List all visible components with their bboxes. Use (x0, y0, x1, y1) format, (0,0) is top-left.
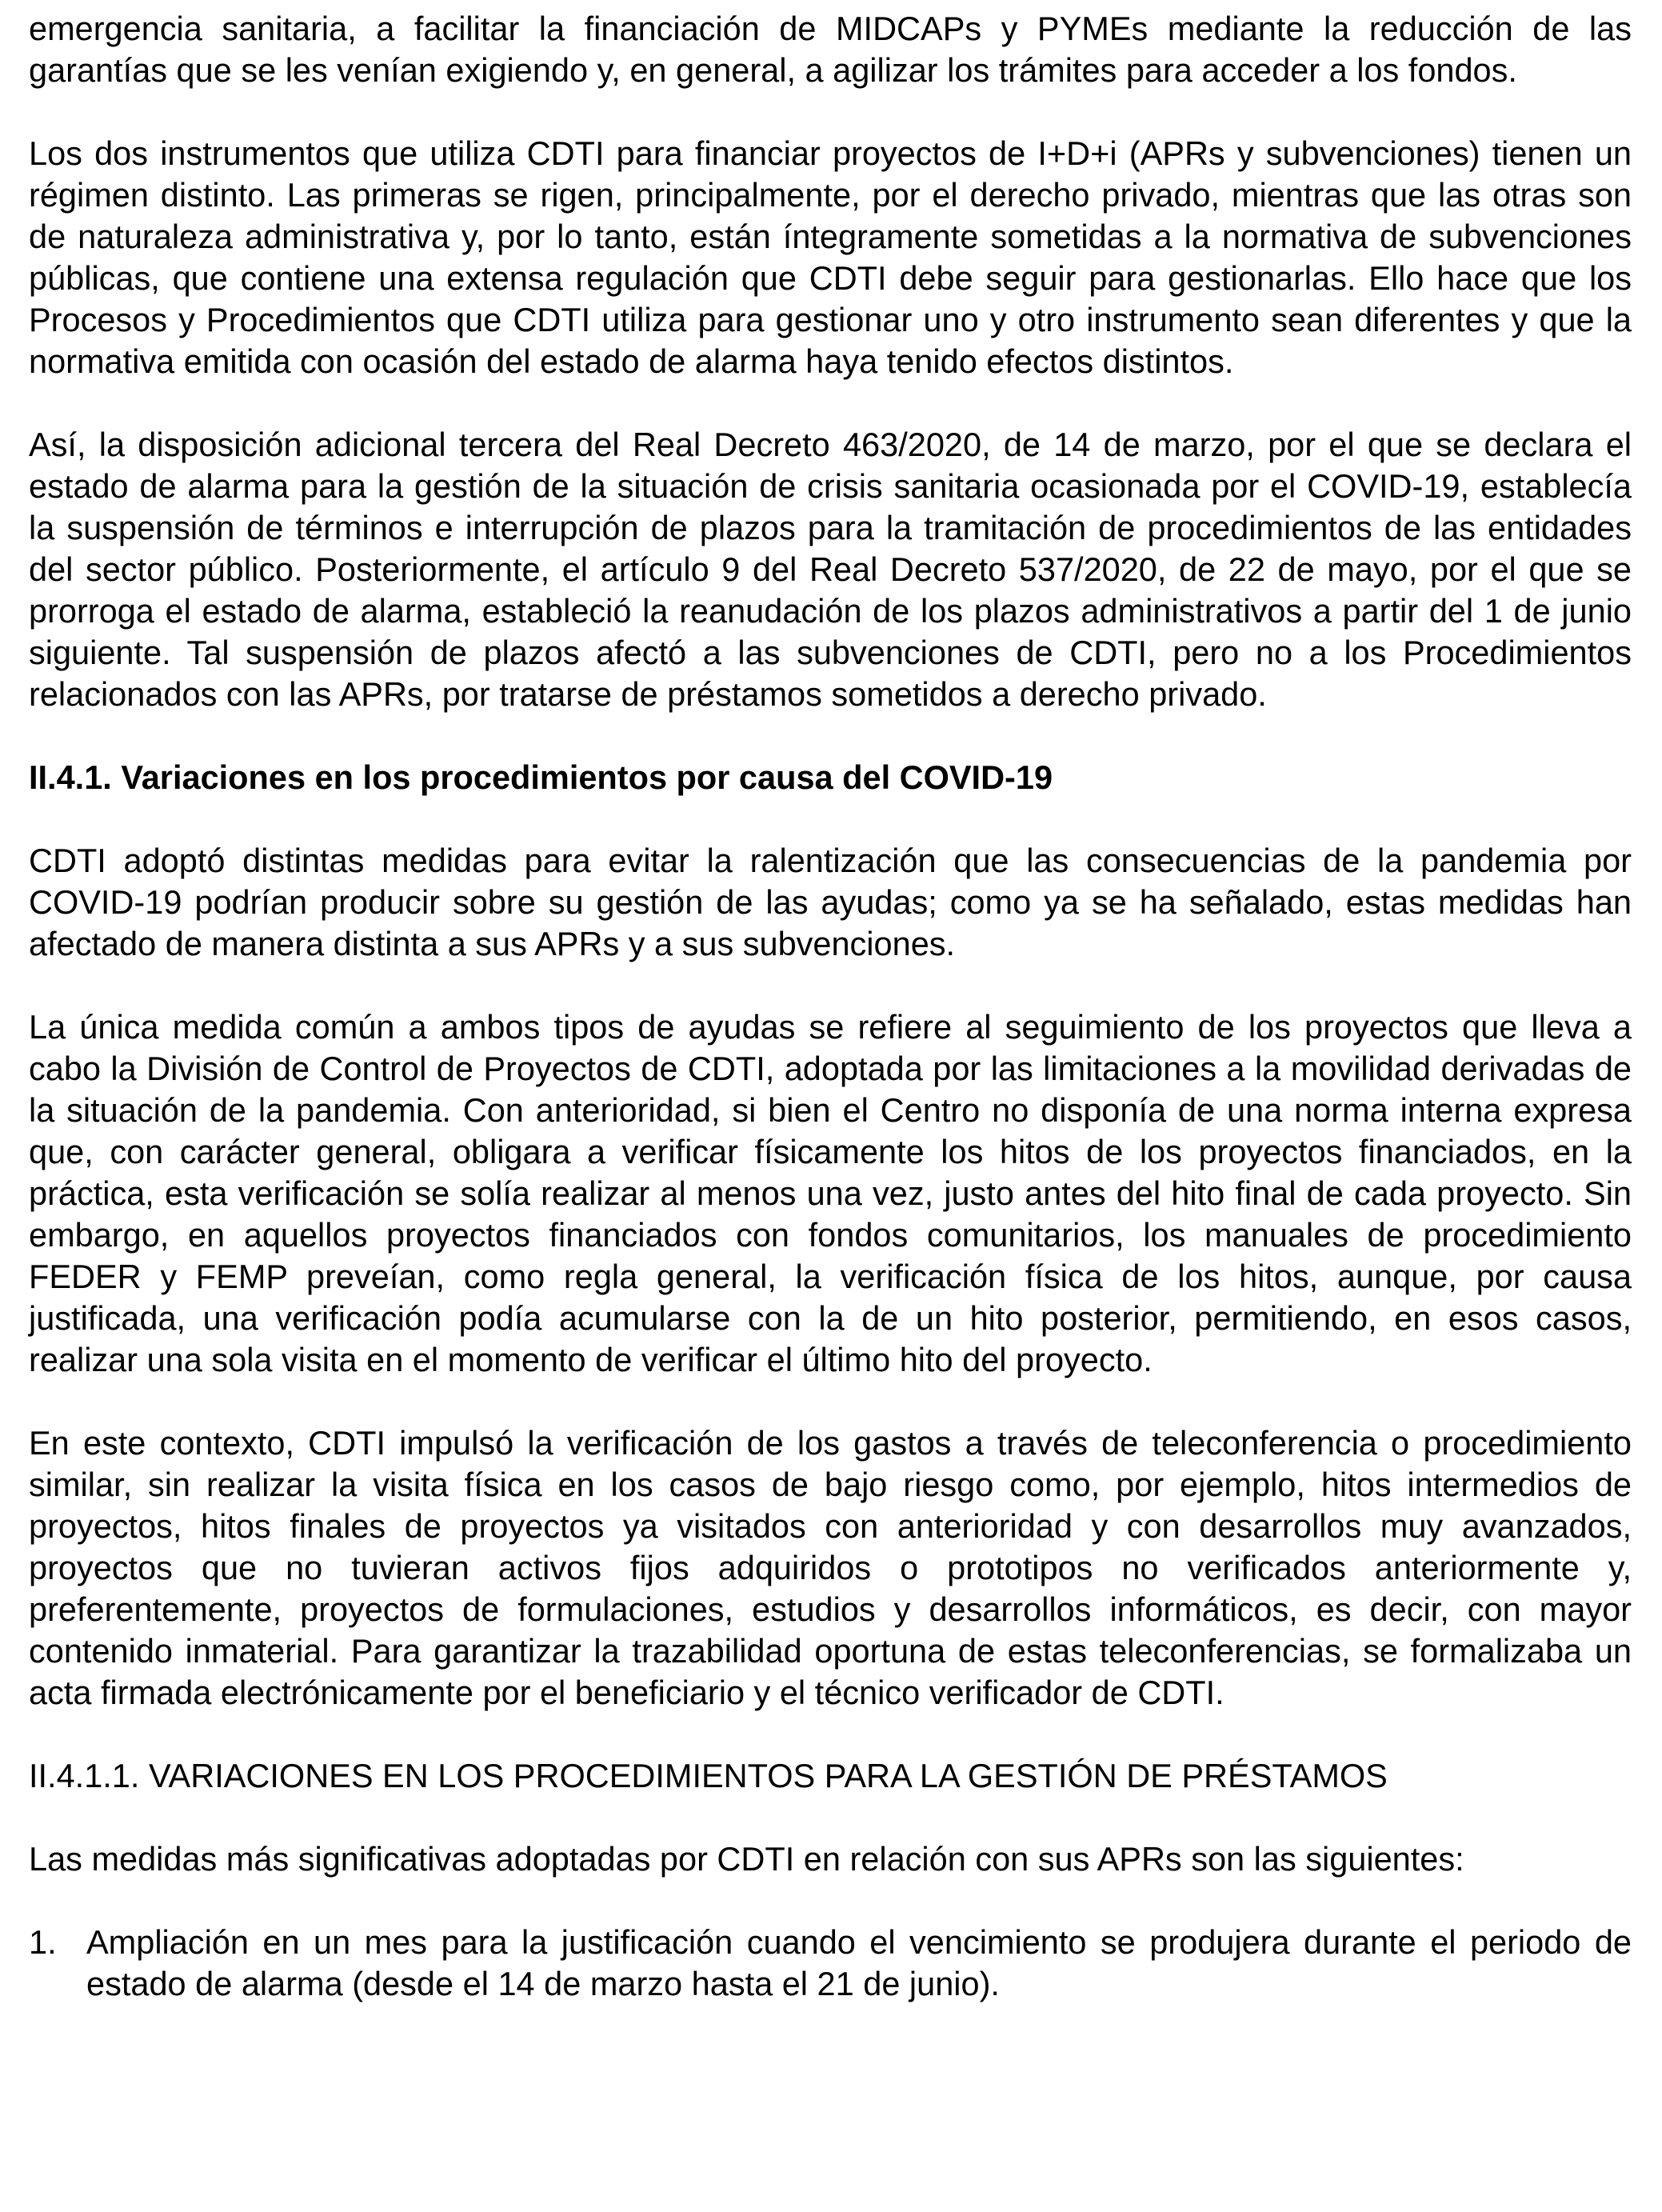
subsection-heading-prestamos: II.4.1.1. VARIACIONES EN LOS PROCEDIMIENTOS PARA LA GESTIÓN DE PRÉSTAMOS (29, 1757, 1388, 1794)
measures-list (29, 1922, 1632, 2005)
section-heading-variaciones: II.4.1. Variaciones en los procedimientos por causa del COVID-19 (29, 758, 1053, 796)
paragraph-financing-intro: emergencia sanitaria, a facilitar la financiación de MIDCAPs y PYMEs mediante la reducción de las garantías que se les venían exigiendo y, en general, a agilizar los trámites para acceder a los fondos. (29, 10, 1632, 89)
paragraph-medidas: CDTI adoptó distintas medidas para evitar la ralentización que las consecuencias de la pandemia por COVID-19 podrían producir sobre su gestión de las ayudas; como ya se ha señalado, estas medidas han afectado de manera distinta a sus APRs y a sus subvenciones. (29, 842, 1632, 962)
document-page (29, 8, 1632, 2005)
list-item (29, 1922, 1632, 2005)
paragraph-medida-comun: La única medida común a ambos tipos de ayudas se refiere al seguimiento de los proyectos que lleva a cabo la División de Control de Proyectos de CDTI, adoptada por las limitaciones a la movilidad derivadas de la situación de la pandemia. Con anterioridad, si bien el Centro no disponía de una norma interna expresa que, con carácter general, obligara a verificar físicamente los hitos de los proyectos financiados, en la práctica, esta verificación se solía realizar al menos una vez, justo antes del hito final de cada proyecto. Sin embargo, en aquellos proyectos financiados con fondos comunitarios, los manuales de procedimiento FEDER y FEMP preveían, como regla general, la verificación física de los hitos, aunque, por causa justificada, una verificación podía acumularse con la de un hito posterior, permitiendo, en esos casos, realizar una sola visita en el momento de verificar el último hito del proyecto. (29, 1008, 1632, 1378)
paragraph-teleconferencia: En este contexto, CDTI impulsó la verificación de los gastos a través de teleconferencia o procedimiento similar, sin realizar la visita física en los casos de bajo riesgo como, por ejemplo, hitos intermedios de proyectos, hitos finales de proyectos ya visitados con anterioridad y con desarrollos muy avanzados, proyectos que no tuvieran activos fijos adquiridos o prototipos no verificados anteriormente y, preferentemente, proyectos de formulaciones, estudios y desarrollos informáticos, es decir, con mayor contenido inmaterial. Para garantizar la trazabilidad oportuna de estas teleconferencias, se formalizaba un acta firmada electrónicamente por el beneficiario y el técnico verificador de CDTI. (29, 1424, 1632, 1711)
paragraph-instruments: Los dos instrumentos que utiliza CDTI para financiar proyectos de I+D+i (APRs y subvenciones) tienen un régimen distinto. Las primeras se rigen, principalmente, por el derecho privado, mientras que las otras son de naturaleza administrativa y, por lo tanto, están íntegramente sometidas a la normativa de subvenciones públicas, que contiene una extensa regulación que CDTI debe seguir para gestionarlas. Ello hace que los Procesos y Procedimientos que CDTI utiliza para gestionar uno y otro instrumento sean diferentes y que la normativa emitida con ocasión del estado de alarma haya tenido efectos distintos. (29, 134, 1632, 380)
list-item-text: Ampliación en un mes para la justificación cuando el vencimiento se produjera durante el periodo de estado de alarma (desde el 14 de marzo hasta el 21 de junio). (86, 1923, 1632, 2002)
list-item-number: 1. (29, 1923, 57, 1961)
paragraph-apr-intro: Las medidas más significativas adoptadas por CDTI en relación con sus APRs son las siguientes: (29, 1840, 1464, 1878)
paragraph-real-decreto: Así, la disposición adicional tercera del Real Decreto 463/2020, de 14 de marzo, por el que se declara el estado de alarma para la gestión de la situación de crisis sanitaria ocasionada por el COVID-19, establecía la suspensión de términos e interrupción de plazos para la tramitación de procedimientos de las entidades del sector público. Posteriormente, el artículo 9 del Real Decreto 537/2020, de 22 de mayo, por el que se prorroga el estado de alarma, estableció la reanudación de los plazos administrativos a partir del 1 de junio siguiente. Tal suspensión de plazos afectó a las subvenciones de CDTI, pero no a los Procedimientos relacionados con las APRs, por tratarse de préstamos sometidos a derecho privado. (29, 426, 1632, 713)
